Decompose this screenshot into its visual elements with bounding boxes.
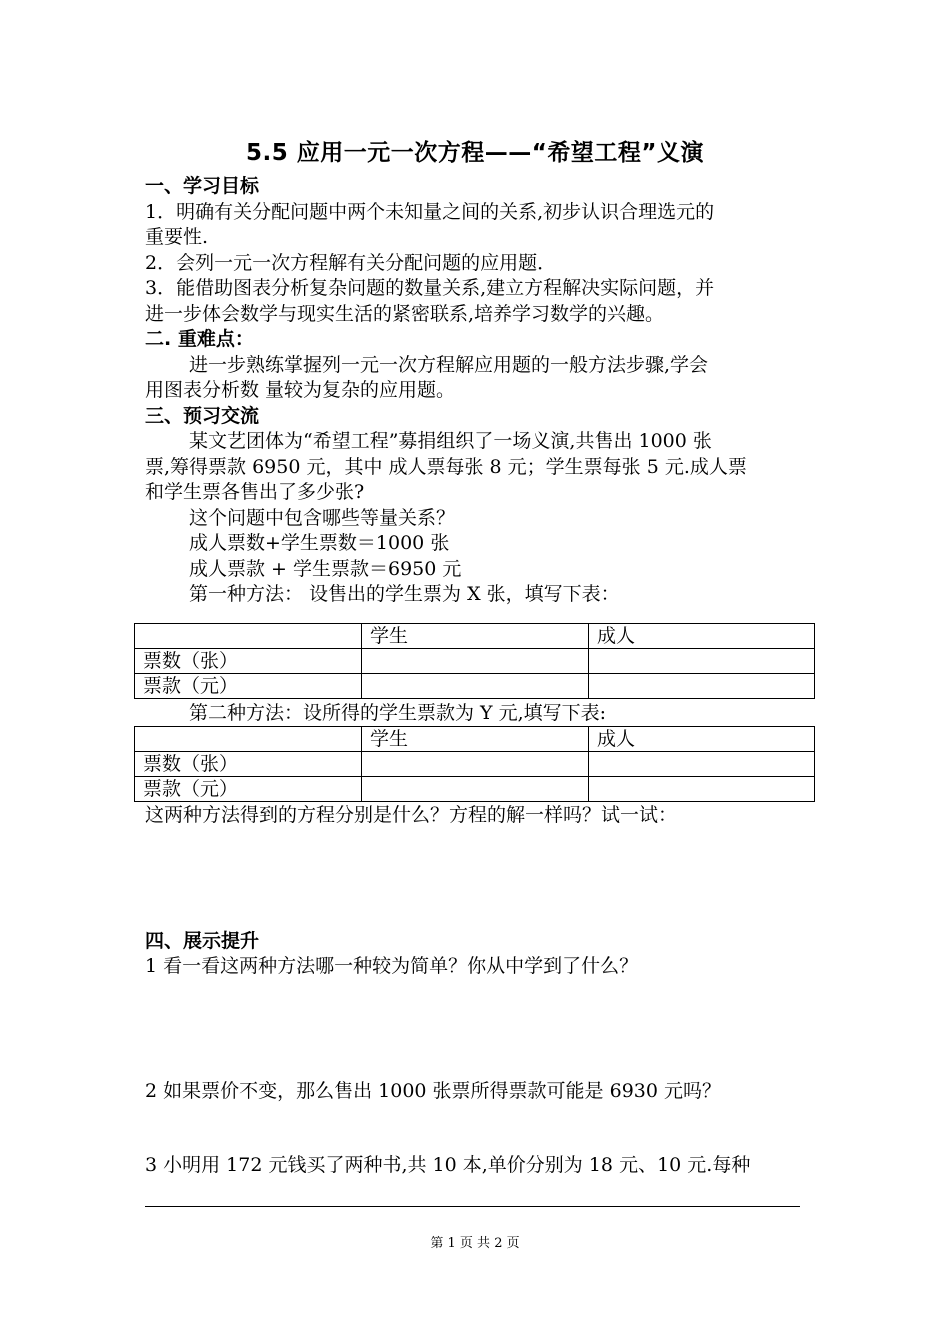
problem-line-3: 和学生票各售出了多少张?: [145, 481, 365, 503]
table-row-label: 票数（张）: [135, 752, 362, 777]
table-row: [135, 752, 815, 777]
goal-3-line-2: 进一步体会数学与现实生活的紧密联系,培养学习数学的兴趣。: [145, 302, 665, 325]
table-row: [135, 777, 815, 802]
problem-line-1: 某文艺团体为“希望工程”募捐组织了一场义演,共售出 1000 张: [189, 430, 712, 452]
page-number-footer: 第 1 页 共 2 页: [430, 1236, 520, 1251]
section-heading-preview: 三、预习交流: [145, 404, 260, 427]
goal-1-line-2: 重要性.: [145, 226, 209, 248]
table-cell[interactable]: [589, 777, 815, 802]
page-title: 5.5 应用一元一次方程——“希望工程”义演: [246, 140, 704, 166]
table-cell[interactable]: [589, 752, 815, 777]
section-heading-keypoints: 二. 重难点：: [145, 328, 254, 350]
table-header-cell: [135, 727, 362, 752]
showcase-question-1: 1 看一看这两种方法哪一种较为简单？你从中学到了什么？: [145, 955, 639, 977]
table-cell[interactable]: [362, 649, 589, 674]
equation-2: 成人票款 + 学生票款＝6950 元: [189, 557, 462, 580]
goal-2: 2．会列一元一次方程解有关分配问题的应用题．: [145, 251, 557, 274]
table-method-2: [134, 726, 815, 802]
table-header-row: [135, 624, 815, 649]
methods-question: 这两种方法得到的方程分别是什么？方程的解一样吗？试一试：: [145, 804, 678, 826]
method-2-text: 第二种方法：设所得的学生票款为 Y 元,填写下表:: [189, 702, 607, 724]
table-header-cell: 学生: [362, 727, 589, 752]
table-cell[interactable]: [362, 674, 589, 699]
table-method-1: [134, 623, 815, 699]
equation-1: 成人票数+学生票数＝1000 张: [189, 532, 450, 554]
problem-line-2: 票,筹得票款 6950 元，其中 成人票每张 8 元；学生票每张 5 元.成人票: [145, 455, 747, 478]
table-header-cell: 成人: [589, 727, 815, 752]
table-cell[interactable]: [589, 674, 815, 699]
goal-1-line-1: 1．明确有关分配问题中两个未知量之间的关系,初步认识合理选元的: [145, 200, 715, 223]
showcase-question-3: 3 小明用 172 元钱买了两种书,共 10 本,单价分别为 18 元、10 元.每种: [145, 1154, 751, 1176]
table-row-label: 票数（张）: [135, 649, 362, 674]
footer-divider: [145, 1206, 800, 1207]
table-row: [135, 674, 815, 699]
relation-question: 这个问题中包含哪些等量关系？: [189, 506, 456, 529]
table-row-label: 票款（元）: [135, 674, 362, 699]
table-header-cell: [135, 624, 362, 649]
keypoints-line-1: 进一步熟练掌握列一元一次方程解应用题的一般方法步骤,学会: [189, 353, 709, 376]
table-header-cell: 学生: [362, 624, 589, 649]
table-header-cell: 成人: [589, 624, 815, 649]
main-content: [145, 174, 815, 608]
table-row: [135, 649, 815, 674]
table-cell[interactable]: [362, 777, 589, 802]
section-heading-goals: 一、学习目标: [145, 175, 260, 197]
keypoints-line-2: 用图表分析数 量较为复杂的应用题。: [145, 379, 456, 401]
table-cell[interactable]: [362, 752, 589, 777]
table-row-label: 票款（元）: [135, 777, 362, 802]
goal-3-line-1: 3．能借助图表分析复杂问题的数量关系,建立方程解决实际问题，并: [145, 277, 715, 299]
table-cell[interactable]: [589, 649, 815, 674]
method-1-text: 第一种方法： 设售出的学生票为 X 张，填写下表：: [189, 583, 620, 605]
showcase-question-2: 2 如果票价不变，那么售出 1000 张票所得票款可能是 6930 元吗？: [145, 1080, 721, 1102]
table-header-row: [135, 727, 815, 752]
section-heading-showcase: 四、展示提升: [145, 930, 260, 952]
